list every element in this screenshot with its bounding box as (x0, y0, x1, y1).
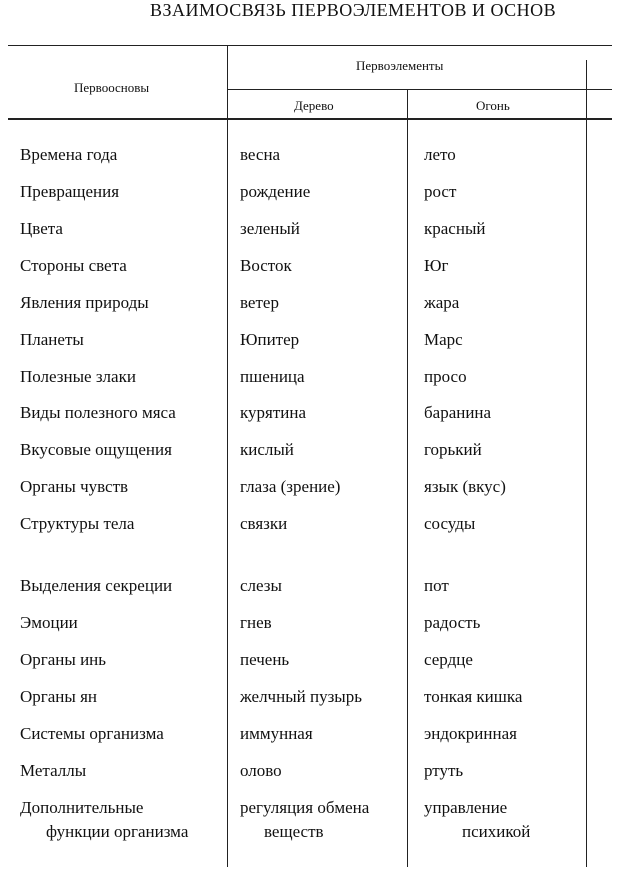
row-16-wood: иммунная (240, 724, 313, 743)
row-18-fire-line-1: управление (424, 798, 508, 817)
row-14-wood: печень (240, 650, 290, 669)
row-2-base: Превращения (20, 182, 120, 201)
row-10-fire: язык (вкус) (424, 477, 506, 496)
row-12-fire: пот (424, 576, 449, 595)
row-18-fire-line-2: психикой (462, 822, 531, 841)
row-2-fire: рост (424, 182, 457, 201)
row-13-base: Эмоции (20, 613, 78, 632)
row-16-fire: эндокринная (424, 724, 517, 743)
row-14-fire: сердце (424, 650, 473, 669)
row-1-base: Времена года (20, 145, 118, 164)
header-bottom-rule (8, 118, 612, 120)
row-14-base: Органы инь (20, 650, 107, 669)
row-11-wood: связки (240, 514, 288, 533)
row-17-wood: олово (240, 761, 282, 780)
row-4-wood: Восток (240, 256, 292, 275)
row-6-base: Планеты (20, 330, 84, 349)
column-divider-1 (227, 45, 228, 867)
header-first-principles: Первоосновы (74, 80, 150, 95)
row-5-wood: ветер (240, 293, 279, 312)
row-12-base: Выделения секреции (20, 576, 173, 595)
row-7-base: Полезные злаки (20, 367, 136, 386)
row-18-base-line-1: Дополнительные (20, 798, 144, 817)
table-top-rule (8, 45, 612, 46)
row-15-base: Органы ян (20, 687, 97, 706)
column-divider-3 (586, 60, 587, 867)
row-7-wood: пшеница (240, 367, 305, 386)
header-fire: Огонь (476, 98, 510, 113)
row-4-base: Стороны света (20, 256, 127, 275)
row-3-base: Цвета (20, 219, 63, 238)
row-18-base-line-2: функции организма (46, 822, 189, 841)
row-2-wood: рождение (240, 182, 311, 201)
row-6-wood: Юпитер (240, 330, 300, 349)
column-divider-2 (407, 89, 408, 867)
row-4-fire: Юг (424, 256, 449, 275)
page-title: ВЗАИМОСВЯЗЬ ПЕРВОЭЛЕМЕНТОВ И ОСНОВ (150, 0, 557, 20)
row-1-wood: весна (240, 145, 281, 164)
row-18-wood-line-1: регуляция обмена (240, 798, 370, 817)
row-17-base: Металлы (20, 761, 87, 780)
row-8-base: Виды полезного мяса (20, 403, 176, 422)
row-5-fire: жара (424, 293, 460, 312)
row-11-fire: сосуды (424, 514, 476, 533)
row-9-wood: кислый (240, 440, 294, 459)
row-11-base: Структуры тела (20, 514, 135, 533)
row-7-fire: просо (424, 367, 467, 386)
row-10-base: Органы чувств (20, 477, 129, 496)
row-13-fire: радость (424, 613, 481, 632)
row-5-base: Явления природы (20, 293, 149, 312)
row-3-wood: зеленый (240, 219, 300, 238)
row-9-base: Вкусовые ощущения (20, 440, 172, 459)
row-16-base: Системы организма (20, 724, 164, 743)
row-8-fire: баранина (424, 403, 492, 422)
header-wood: Дерево (294, 98, 334, 113)
row-10-wood: глаза (зрение) (240, 477, 341, 496)
row-1-fire: лето (424, 145, 456, 164)
header-primary-elements: Первоэлементы (356, 58, 444, 73)
row-13-wood: гнев (240, 613, 272, 632)
row-17-fire: ртуть (424, 761, 464, 780)
group-header-rule (228, 89, 612, 90)
row-18-wood-line-2: веществ (264, 822, 324, 841)
row-15-wood: желчный пузырь (240, 687, 362, 706)
row-9-fire: горький (424, 440, 482, 459)
row-12-wood: слезы (240, 576, 282, 595)
row-15-fire: тонкая кишка (424, 687, 523, 706)
row-6-fire: Марс (424, 330, 463, 349)
row-3-fire: красный (424, 219, 486, 238)
row-8-wood: курятина (240, 403, 307, 422)
